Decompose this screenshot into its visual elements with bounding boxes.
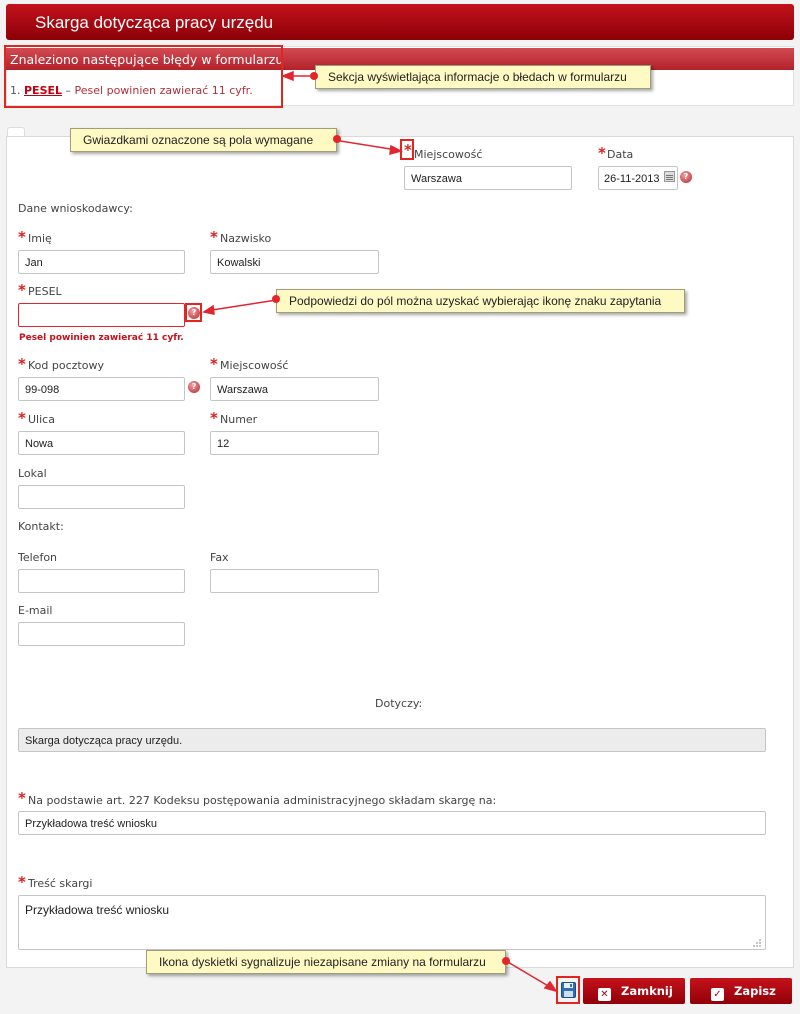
error-field-link[interactable]: PESEL: [24, 84, 63, 97]
pesel-error-message: Pesel powinien zawierać 11 cyfr.: [19, 333, 184, 343]
city2-label: Miejscowość: [220, 359, 289, 372]
error-panel-header: Znaleziono następujące błędy w formularzu: [6, 48, 794, 70]
phone-label: Telefon: [18, 551, 58, 564]
required-marker: *: [210, 355, 218, 373]
city-label: Miejscowość: [414, 148, 483, 161]
required-marker: *: [18, 281, 26, 299]
question-mark-icon[interactable]: ?: [188, 381, 200, 393]
contact-section-title: Kontakt:: [18, 520, 64, 533]
applicant-section-title: Dane wnioskodawcy:: [18, 202, 133, 215]
last-name-label: Nazwisko: [220, 232, 272, 245]
street-label: Ulica: [28, 413, 55, 426]
error-index: 1.: [10, 84, 21, 97]
required-marker: *: [18, 409, 26, 427]
required-marker: *: [598, 144, 606, 162]
regards-field: Skarga dotycząca pracy urzędu.: [18, 728, 766, 752]
pesel-label: PESEL: [28, 285, 62, 298]
required-marker: *: [210, 409, 218, 427]
required-marker: *: [18, 789, 26, 807]
email-label: E-mail: [18, 604, 53, 617]
last-name-field[interactable]: Kowalski: [210, 250, 379, 274]
city2-field[interactable]: Warszawa: [210, 377, 379, 401]
required-marker: *: [404, 141, 412, 159]
first-name-field[interactable]: Jan: [18, 250, 185, 274]
content-label: Treść skargi: [28, 877, 93, 890]
save-button-label: Zapisz: [734, 984, 776, 998]
arrow-required: [334, 140, 397, 150]
content-textarea[interactable]: Przykładowa treść wniosku: [18, 895, 766, 950]
first-name-label: Imię: [28, 232, 52, 245]
required-marker: *: [18, 355, 26, 373]
error-message: Pesel powinien zawierać 11 cyfr.: [74, 84, 253, 97]
basis-field[interactable]: Przykładowa treść wniosku: [18, 811, 766, 835]
postal-code-field[interactable]: 99-098: [18, 377, 185, 401]
fax-label: Fax: [210, 551, 229, 564]
tooltip-anchor-dot: [333, 135, 341, 143]
question-mark-icon[interactable]: ?: [188, 307, 200, 319]
postal-code-label: Kod pocztowy: [28, 359, 104, 372]
date-field[interactable]: 26-11-2013: [598, 166, 678, 190]
arrow-disk: [506, 961, 550, 987]
number-field[interactable]: 12: [210, 431, 379, 455]
x-box-icon: ✕: [598, 988, 611, 1001]
street-field[interactable]: Nowa: [18, 431, 185, 455]
unit-label: Lokal: [18, 467, 47, 480]
date-label: Data: [607, 148, 634, 161]
required-marker: *: [210, 228, 218, 246]
check-box-icon: ✓: [711, 988, 724, 1001]
city-field[interactable]: Warszawa: [404, 166, 572, 190]
tooltip-errors: Sekcja wyświetlająca informacje o błedach w formularzu: [315, 65, 651, 89]
regards-label: Dotyczy:: [375, 697, 423, 710]
basis-label: Na podstawie art. 227 Kodeksu postępowania administracyjnego składam skargę na:: [28, 794, 497, 807]
question-mark-icon[interactable]: ?: [680, 171, 692, 183]
number-label: Numer: [220, 413, 258, 426]
required-marker: *: [18, 228, 26, 246]
tooltip-hints: Podpowiedzi do pól można uzyskać wybierając ikonę znaku zapytania: [276, 289, 685, 313]
close-button-label: Zamknij: [621, 984, 673, 998]
tooltip-required: Gwiazdkami oznaczone są pola wymagane: [70, 128, 337, 152]
tooltip-disk: Ikona dyskietki sygnalizuje niezapisane zmiany na formularzu: [146, 950, 506, 974]
tooltip-anchor-dot: [272, 295, 280, 303]
page-title: Skarga dotycząca pracy urzędu: [6, 4, 794, 40]
required-marker: *: [18, 873, 26, 891]
tooltip-anchor-dot: [310, 72, 318, 80]
error-separator: –: [65, 84, 72, 97]
tooltip-anchor-dot: [502, 957, 510, 965]
